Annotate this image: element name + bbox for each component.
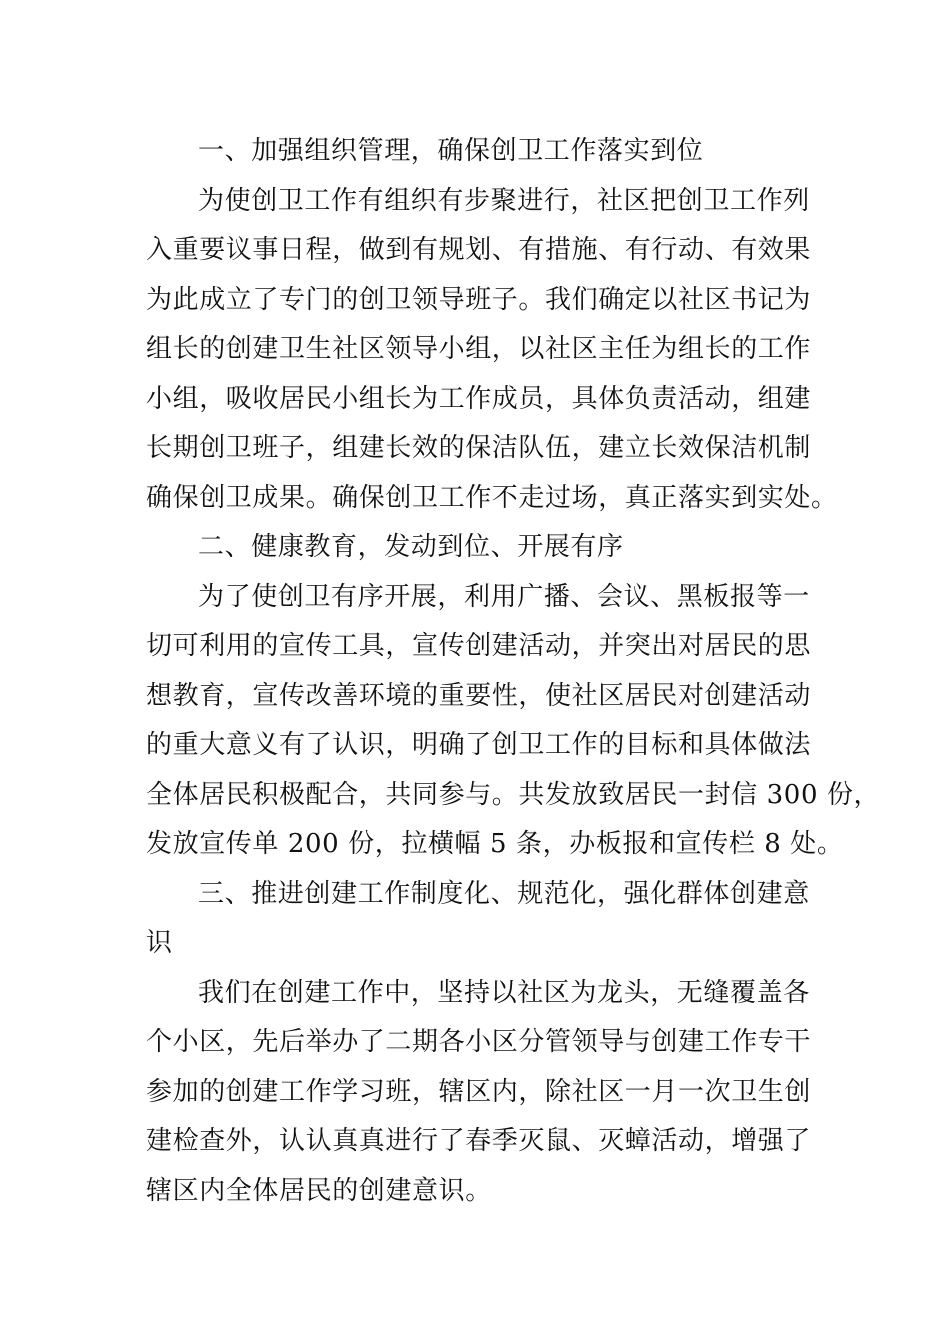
section-heading-1: 一、加强组织管理，确保创卫工作落实到位: [198, 136, 704, 166]
paragraph-line: 为了使创卫有序开展，利用广播、会议、黑板报等一: [198, 581, 810, 612]
document-body: [146, 127, 881, 1216]
paragraph-line: 参加的创建工作学习班，辖区内，除社区一月一次卫生创: [146, 1076, 812, 1107]
paragraph-line: 全体居民积极配合，共同参与。共发放致居民一封信 300 份，: [146, 779, 881, 810]
section-heading-3: 三、推进创建工作制度化、规范化，强化群体创建意: [198, 878, 810, 909]
paragraph-line: 切可利用的宣传工具，宣传创建活动，并突出对居民的思: [146, 631, 812, 661]
paragraph-line: 我们在创建工作中，坚持以社区为龙头，无缝覆盖各: [198, 977, 810, 1008]
paragraph-line: 的重大意义有了认识，明确了创卫工作的目标和具体做法: [146, 730, 812, 760]
section-heading-2: 二、健康教育，发动到位、开展有序: [198, 532, 624, 562]
paragraph-line: 个小区，先后举办了二期各小区分管领导与创建工作专干: [146, 1027, 812, 1057]
paragraph-line: 小组，吸收居民小组长为工作成员，具体负责活动，组建: [146, 383, 812, 414]
paragraph-line: 组长的创建卫生社区领导小组，以社区主任为组长的工作: [146, 334, 812, 364]
section-heading-3-continued: 识: [146, 928, 173, 958]
paragraph-line: 长期创卫班子，组建长效的保洁队伍，建立长效保洁机制: [146, 433, 812, 463]
paragraph-line: 为使创卫工作有组织有步聚进行，社区把创卫工作列: [198, 185, 810, 216]
paragraph-line: 入重要议事日程，做到有规划、有措施、有行动、有效果: [146, 235, 812, 265]
paragraph-line: 发放宣传单 200 份，拉横幅 5 条，办板报和宣传栏 8 处。: [146, 829, 844, 859]
paragraph-line: 确保创卫成果。确保创卫工作不走过场，真正落实到实处。: [146, 482, 838, 513]
paragraph-line: 辖区内全体居民的创建意识。: [146, 1175, 492, 1206]
paragraph-line: 想教育，宣传改善环境的重要性，使社区居民对创建活动: [146, 680, 812, 711]
paragraph-line: 为此成立了专门的创卫领导班子。我们确定以社区书记为: [146, 284, 812, 315]
paragraph-line: 建检查外，认认真真进行了春季灭鼠、灭蟑活动，增强了: [146, 1126, 812, 1156]
